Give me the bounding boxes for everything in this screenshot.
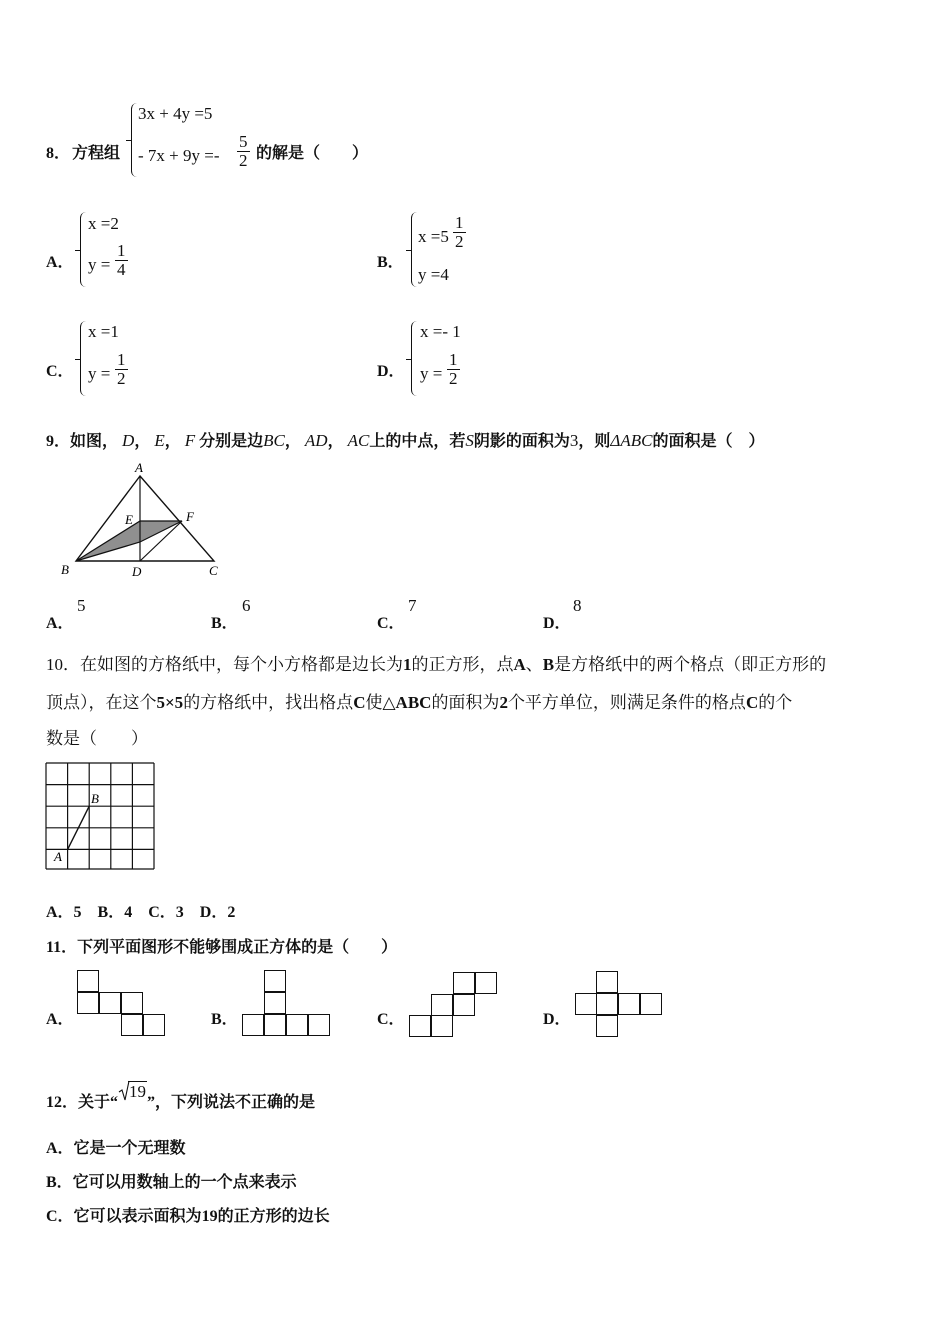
q10-line2-f: △ABC [382,693,432,712]
q9-sep-2: ， [164,433,181,450]
q10-label-b: B [91,791,99,806]
q12-option-b: B．它可以用数轴上的一个点来表示 [46,1174,297,1191]
q10-answer-options: A．5 B．4 C．3 D．2 [46,904,236,921]
q8-option-c-fraction [115,351,128,388]
q10-line-2 [46,684,906,721]
q11-net-c-square [431,994,453,1016]
q9-var-f: F [184,431,196,450]
q8-suffix: 的解是（ ） [256,145,369,162]
q9-label-f: F [186,509,194,524]
q9-sep-3: ， [284,433,301,450]
q9-number: 9． [46,433,71,450]
q11-net-a-square [77,992,99,1014]
q11-net-c-square [453,972,475,994]
q11-net-d-square [596,971,618,993]
q9-text-2: 分别是边 [199,433,264,450]
q8-option-c-label: C． [46,363,74,380]
q10-line2-j: C [745,693,759,712]
q11-net-d-square [596,993,618,1015]
q11-net-c-square [453,994,475,1016]
q8-option-c-line1: x =1 [88,322,119,341]
q11-option-b-label: B． [211,1011,238,1028]
q12-stem [46,1082,316,1112]
q11-net-c-square [409,1015,431,1037]
q9-option-c-label: C． [377,615,405,632]
q9-option-d-label: D． [543,615,571,632]
q8-option-d-line2-left: y = [420,364,443,383]
q11-net-a-square [77,970,99,992]
q11-net-d-square [596,1015,618,1037]
q8-option-d-num: 1 [449,350,458,369]
q10-line-1 [46,646,906,683]
q11-net-d-square [618,993,640,1015]
q8-option-c-den: 2 [117,368,126,388]
q11-net-b-square [308,1014,330,1036]
q9-option-d-value: 8 [573,596,582,615]
q9-option-c-value: 7 [408,596,417,615]
q8-option-d-den: 2 [449,368,458,388]
q9-sep-4: ， [327,433,344,450]
q8-eq2-den: 2 [239,150,248,170]
q12-option-c-c: 的正方形的边长 [217,1208,330,1225]
q10-line1-g: 是方格纸中的两个格点（即正方形的 [554,655,827,674]
q10-line2-h: 2 [499,693,508,712]
q11-net-b-square [264,970,286,992]
q8-eq2-fraction [237,133,250,170]
q8-option-b-line1-left: x =5 [418,227,449,246]
q11-option-a-label: A． [46,1011,74,1028]
q9-option-b-value: 6 [242,596,251,615]
q8-option-a-den: 4 [117,259,126,279]
q9-label-e: E [125,512,133,527]
q11-net-c-square [431,1015,453,1037]
q8-option-b-num: 1 [455,213,464,232]
q12-option-c [46,1203,330,1226]
q9-text-4: 阴影的面积为 [473,433,570,450]
q8-option-d-label: D． [377,363,405,380]
q8-option-a-line1: x =2 [88,214,119,233]
q9-var-bc: BC [263,431,285,450]
q8-prefix: 方程组 [72,145,121,162]
q12-quote-close: ” [147,1094,156,1111]
q8-system-brace [131,103,138,177]
q11-net-c-square [475,972,497,994]
q8-eq2-left: - 7x + 9y =- [138,146,220,165]
q12-pre: 12．关于 [46,1094,111,1111]
q9-text-1: 如图， [70,433,119,450]
q12-option-a: A．它是一个无理数 [46,1140,186,1157]
q11-stem: 11．下列平面图形不能够围成正方体的是（ ） [46,939,398,956]
q8-option-d-brace [411,321,418,396]
q10-line-3: 数是（ ） [46,729,148,748]
q11-net-a-square [99,992,121,1014]
q10-line2-e: 使 [365,693,383,712]
q9-label-c: C [209,563,218,578]
q8-option-b-label: B． [377,254,404,271]
q8-number: 8． [46,145,71,162]
q8-option-a-label: A． [46,254,74,271]
q10-line2-k: 的个 [758,693,793,712]
q9-sep-1: ， [134,433,151,450]
q9-triangle: ΔABC [610,431,653,450]
q8-option-b-line2: y =4 [418,265,449,284]
q12-option-c-a: C．它可以表示面积为 [46,1208,202,1225]
q10-line1-c: 的正方形，点 [411,655,514,674]
q11-net-d-square [640,993,662,1015]
q8-option-a-num: 1 [117,241,126,260]
q8-option-c-num: 1 [117,350,126,369]
q9-triangle-figure [55,458,235,583]
q9-label-d: D [132,564,142,579]
q10-line1-d: A [513,655,526,674]
q9-label-b: B [61,562,69,577]
q9-var-d: D [122,431,135,450]
q11-net-b-square [264,1014,286,1036]
q10-line1-a: 10．在如图的方格纸中，每个小方格都是边长为 [46,655,403,674]
q8-option-a-brace [80,212,87,287]
q11-net-a-square [121,1014,143,1036]
q10-line2-g: 的面积为 [431,693,500,712]
q12-radical-sign [118,1080,130,1102]
q9-var-e: E [154,431,165,450]
q11-net-a-square [143,1014,165,1036]
q9-var-s: S [465,431,474,450]
q8-eq1: 3x + 4y =5 [138,104,213,123]
q8-option-c-line2-left: y = [88,364,111,383]
q9-text-6: 的面积是（ ） [652,433,765,450]
q9-label-a: A [135,460,143,475]
q11-net-b-square [242,1014,264,1036]
q10-line2-b: 5×5 [156,693,184,712]
q8-option-c-brace [80,321,87,396]
q12-quote-open: “ [110,1094,119,1111]
q9-var-ac: AC [347,431,370,450]
q9-option-a-label: A． [46,615,74,632]
q12-sqrt [118,1082,147,1102]
q8-option-b-fraction [453,214,466,251]
q11-option-c-label: C． [377,1011,405,1028]
q10-line1-b: 1 [403,655,412,674]
q10-line2-i: 个平方单位，则满足条件的格点 [507,693,746,712]
q12-post: ，下列说法不正确的是 [155,1094,316,1111]
q10-line1-e: 、 [525,655,543,674]
q9-area-value: 3 [569,431,579,450]
q12-option-c-b: 19 [201,1208,218,1225]
q9-option-a-value: 5 [77,596,86,615]
q8-option-d-line1: x =- 1 [420,322,461,341]
q10-grid-figure [44,761,158,873]
q9-text-3: 上的中点，若 [369,433,466,450]
q8-option-b-den: 2 [455,231,464,251]
q8-option-a-line2-left: y = [88,255,111,274]
q10-line2-d: C [353,693,366,712]
q10-line2-c: 的方格纸中，找出格点 [183,693,354,712]
q9-stem [46,428,764,451]
q11-net-a-square [121,992,143,1014]
q8-eq2-num: 5 [239,132,248,151]
q8-option-b-brace [411,212,418,287]
q10-line2-a: 顶点），在这个 [46,693,157,712]
q12-radicand: 19 [129,1082,147,1101]
q11-net-d-square [575,993,597,1015]
q10-label-a: A [54,849,62,864]
q11-option-d-label: D． [543,1011,571,1028]
q10-line1-f: B [542,655,555,674]
q9-var-ad: AD [304,431,328,450]
q8-option-a-fraction [115,242,128,279]
q9-text-5: ，则 [578,433,611,450]
q11-net-b-square [264,992,286,1014]
q8-option-d-fraction [447,351,460,388]
q9-option-b-label: B． [211,615,238,632]
q10-grid-lines [46,763,154,869]
q11-net-b-square [286,1014,308,1036]
